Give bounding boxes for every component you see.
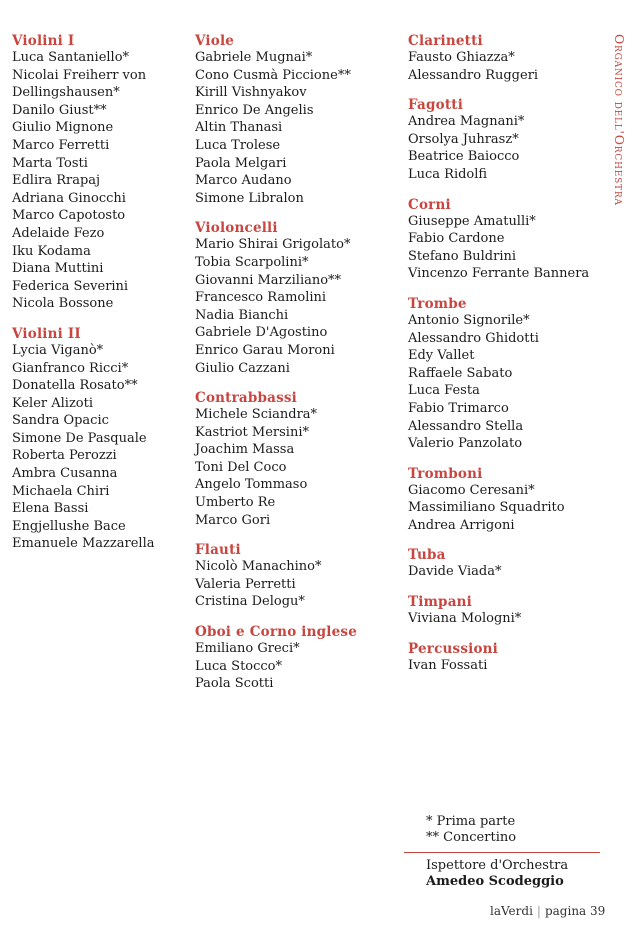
member-name: Simone Libralon bbox=[195, 190, 304, 206]
member-name: Adelaide Fezo bbox=[12, 225, 105, 241]
column-3 bbox=[408, 33, 598, 687]
member-name: Mario Shirai Grigolato* bbox=[195, 237, 351, 253]
member-list bbox=[195, 406, 400, 529]
member-name: Engjellushe Bace bbox=[12, 518, 126, 534]
member-name: Andrea Arrigoni bbox=[408, 517, 515, 533]
member-name: Keler Alizoti bbox=[12, 395, 94, 411]
section-tromboni bbox=[408, 466, 598, 535]
member-name: Iku Kodama bbox=[12, 243, 91, 259]
member-name: Alessandro Ruggeri bbox=[408, 67, 539, 83]
member-name: Altin Thanasi bbox=[195, 120, 283, 136]
member-name: Nicolò Manachino* bbox=[195, 559, 322, 575]
section-title: Contrabbassi bbox=[195, 390, 298, 407]
member-name: Cristina Delogu* bbox=[195, 594, 305, 610]
section-flauti bbox=[195, 542, 400, 611]
member-list bbox=[195, 236, 400, 377]
section-clarinetti bbox=[408, 33, 598, 84]
member-name: Angelo Tommaso bbox=[195, 477, 308, 493]
member-list bbox=[195, 558, 400, 611]
member-name: Michele Sciandra* bbox=[195, 407, 318, 423]
member-name: Tobia Scarpolini* bbox=[195, 254, 309, 270]
member-name: Nadia Bianchi bbox=[195, 307, 289, 323]
member-name: Antonio Signorile* bbox=[408, 312, 530, 328]
member-list bbox=[408, 657, 598, 675]
member-list bbox=[12, 49, 187, 313]
column-1 bbox=[12, 33, 187, 566]
member-list bbox=[408, 213, 598, 283]
member-name: Cono Cusmà Piccione** bbox=[195, 67, 351, 83]
member-name: Ivan Fossati bbox=[408, 657, 488, 673]
divider-rule bbox=[404, 852, 600, 853]
member-name: Sandra Opacic bbox=[12, 413, 109, 429]
member-name: Francesco Ramolini bbox=[195, 290, 327, 306]
member-name: Edy Vallet bbox=[408, 348, 475, 364]
member-name: Fabio Cardone bbox=[408, 231, 505, 247]
member-name: Gabriele D'Agostino bbox=[195, 325, 328, 341]
member-name: Vincenzo Ferrante Bannera bbox=[408, 266, 590, 282]
member-name: Viviana Mologni* bbox=[408, 611, 522, 627]
member-name: Giuseppe Amatulli* bbox=[408, 213, 536, 229]
member-name: Kirill Vishnyakov bbox=[195, 85, 307, 101]
member-name: Adriana Ginocchi bbox=[12, 190, 126, 206]
member-name: Simone De Pasquale bbox=[12, 430, 147, 446]
member-list bbox=[408, 312, 598, 453]
member-name: Toni Del Coco bbox=[195, 459, 287, 475]
section-title: Violini I bbox=[12, 33, 75, 49]
section-title: Viole bbox=[195, 33, 235, 49]
member-name: Valerio Panzolato bbox=[408, 436, 523, 452]
member-list bbox=[195, 49, 400, 207]
member-name: Luca Ridolfi bbox=[408, 166, 488, 182]
member-name: Fausto Ghiazza* bbox=[408, 50, 515, 65]
member-name: Ambra Cusanna bbox=[12, 466, 118, 482]
section-oboi-e-corno-inglese bbox=[195, 624, 400, 693]
section-title: Fagotti bbox=[408, 97, 464, 114]
member-name: Raffaele Sabato bbox=[408, 365, 513, 381]
inspector-name: Amedeo Scodeggio bbox=[426, 874, 564, 889]
member-name: Elena Bassi bbox=[12, 501, 89, 517]
member-name: Marco Capotosto bbox=[12, 208, 126, 224]
section-title: Percussioni bbox=[408, 640, 499, 657]
footer-separator: | bbox=[536, 904, 541, 918]
member-name: Alessandro Stella bbox=[408, 418, 524, 434]
member-name: Donatella Rosato** bbox=[12, 378, 138, 394]
member-name: Giulio Cazzani bbox=[195, 360, 290, 376]
side-title: Organico dell'Orchestra bbox=[612, 34, 627, 206]
footer-brand: laVerdi bbox=[490, 904, 533, 918]
section-trombe bbox=[408, 296, 598, 453]
member-name: Orsolya Juhrasz* bbox=[408, 131, 519, 147]
section-tuba bbox=[408, 547, 598, 581]
legend-concertino: ** Concertino bbox=[426, 830, 517, 845]
member-name: Emiliano Greci* bbox=[195, 641, 300, 657]
member-name: Luca Santaniello* bbox=[12, 50, 130, 65]
section-corni bbox=[408, 197, 598, 283]
member-name: Valeria Perretti bbox=[195, 576, 296, 592]
section-title: Tuba bbox=[408, 547, 446, 564]
section-title: Violoncelli bbox=[195, 220, 278, 237]
section-percussioni bbox=[408, 641, 598, 675]
member-name: Giacomo Ceresani* bbox=[408, 482, 535, 498]
section-viole bbox=[195, 33, 400, 207]
member-name: Kastriot Mersini* bbox=[195, 424, 309, 440]
legend bbox=[426, 814, 516, 846]
member-name: Gabriele Mugnai* bbox=[195, 50, 313, 65]
member-name: Stefano Buldrini bbox=[408, 248, 517, 264]
member-name: Giulio Mignone bbox=[12, 120, 114, 136]
member-name: Marco Audano bbox=[195, 173, 292, 189]
member-list bbox=[408, 49, 598, 84]
page-footer bbox=[490, 904, 605, 918]
section-violini-ii bbox=[12, 326, 187, 553]
member-list bbox=[12, 342, 187, 553]
member-name: Umberto Re bbox=[195, 495, 276, 511]
member-name: Alessandro Ghidotti bbox=[408, 330, 539, 346]
member-name: Luca Festa bbox=[408, 383, 480, 399]
member-list bbox=[408, 482, 598, 535]
member-name: Giovanni Marziliano** bbox=[195, 272, 342, 288]
section-title: Oboi e Corno inglese bbox=[195, 624, 357, 641]
section-title: Corni bbox=[408, 196, 451, 213]
section-title: Tromboni bbox=[408, 465, 483, 482]
member-list bbox=[408, 610, 598, 628]
section-contrabbassi bbox=[195, 390, 400, 529]
member-name: Beatrice Baiocco bbox=[408, 149, 520, 165]
member-name: Massimiliano Squadrito bbox=[408, 500, 565, 516]
column-2 bbox=[195, 33, 400, 706]
member-name: Federica Severini bbox=[12, 278, 129, 294]
section-violini-i bbox=[12, 33, 187, 313]
section-timpani bbox=[408, 594, 598, 628]
member-name: Dellingshausen* bbox=[12, 85, 120, 101]
member-list bbox=[408, 563, 598, 581]
member-name: Marta Tosti bbox=[12, 155, 88, 171]
member-name: Roberta Perozzi bbox=[12, 448, 117, 464]
member-name: Gianfranco Ricci* bbox=[12, 360, 129, 376]
section-fagotti bbox=[408, 97, 598, 183]
legend-prima-parte: * Prima parte bbox=[426, 814, 516, 829]
member-name: Luca Stocco* bbox=[195, 658, 283, 674]
section-title: Trombe bbox=[408, 295, 467, 312]
section-violoncelli bbox=[195, 220, 400, 377]
member-name: Lycia Viganò* bbox=[12, 342, 104, 358]
member-name: Edlira Rrapaj bbox=[12, 173, 101, 189]
member-list bbox=[195, 640, 400, 693]
section-title: Flauti bbox=[195, 542, 241, 559]
member-name: Davide Viada* bbox=[408, 564, 502, 580]
inspector-role: Ispettore d'Orchestra bbox=[426, 858, 569, 873]
member-name: Nicola Bossone bbox=[12, 296, 114, 312]
member-name: Nicolai Freiherr von bbox=[12, 67, 147, 83]
member-name: Paola Scotti bbox=[195, 676, 274, 692]
member-name: Fabio Trimarco bbox=[408, 400, 509, 416]
member-name: Marco Ferretti bbox=[12, 137, 110, 153]
member-name: Danilo Giust** bbox=[12, 102, 107, 118]
member-name: Joachim Massa bbox=[195, 442, 295, 458]
member-list bbox=[408, 113, 598, 183]
section-title: Clarinetti bbox=[408, 33, 483, 49]
member-name: Michaela Chiri bbox=[12, 483, 110, 499]
member-name: Paola Melgari bbox=[195, 155, 287, 171]
footer-page-number: pagina 39 bbox=[544, 904, 606, 918]
inspector-block bbox=[426, 858, 568, 890]
member-name: Diana Muttini bbox=[12, 261, 104, 277]
member-name: Andrea Magnani* bbox=[408, 114, 525, 130]
member-name: Enrico Garau Moroni bbox=[195, 342, 335, 358]
member-name: Marco Gori bbox=[195, 512, 271, 528]
member-name: Luca Trolese bbox=[195, 137, 281, 153]
section-title: Timpani bbox=[408, 594, 472, 611]
member-name: Enrico De Angelis bbox=[195, 102, 314, 118]
section-title: Violini II bbox=[12, 325, 81, 342]
member-name: Emanuele Mazzarella bbox=[12, 536, 155, 552]
